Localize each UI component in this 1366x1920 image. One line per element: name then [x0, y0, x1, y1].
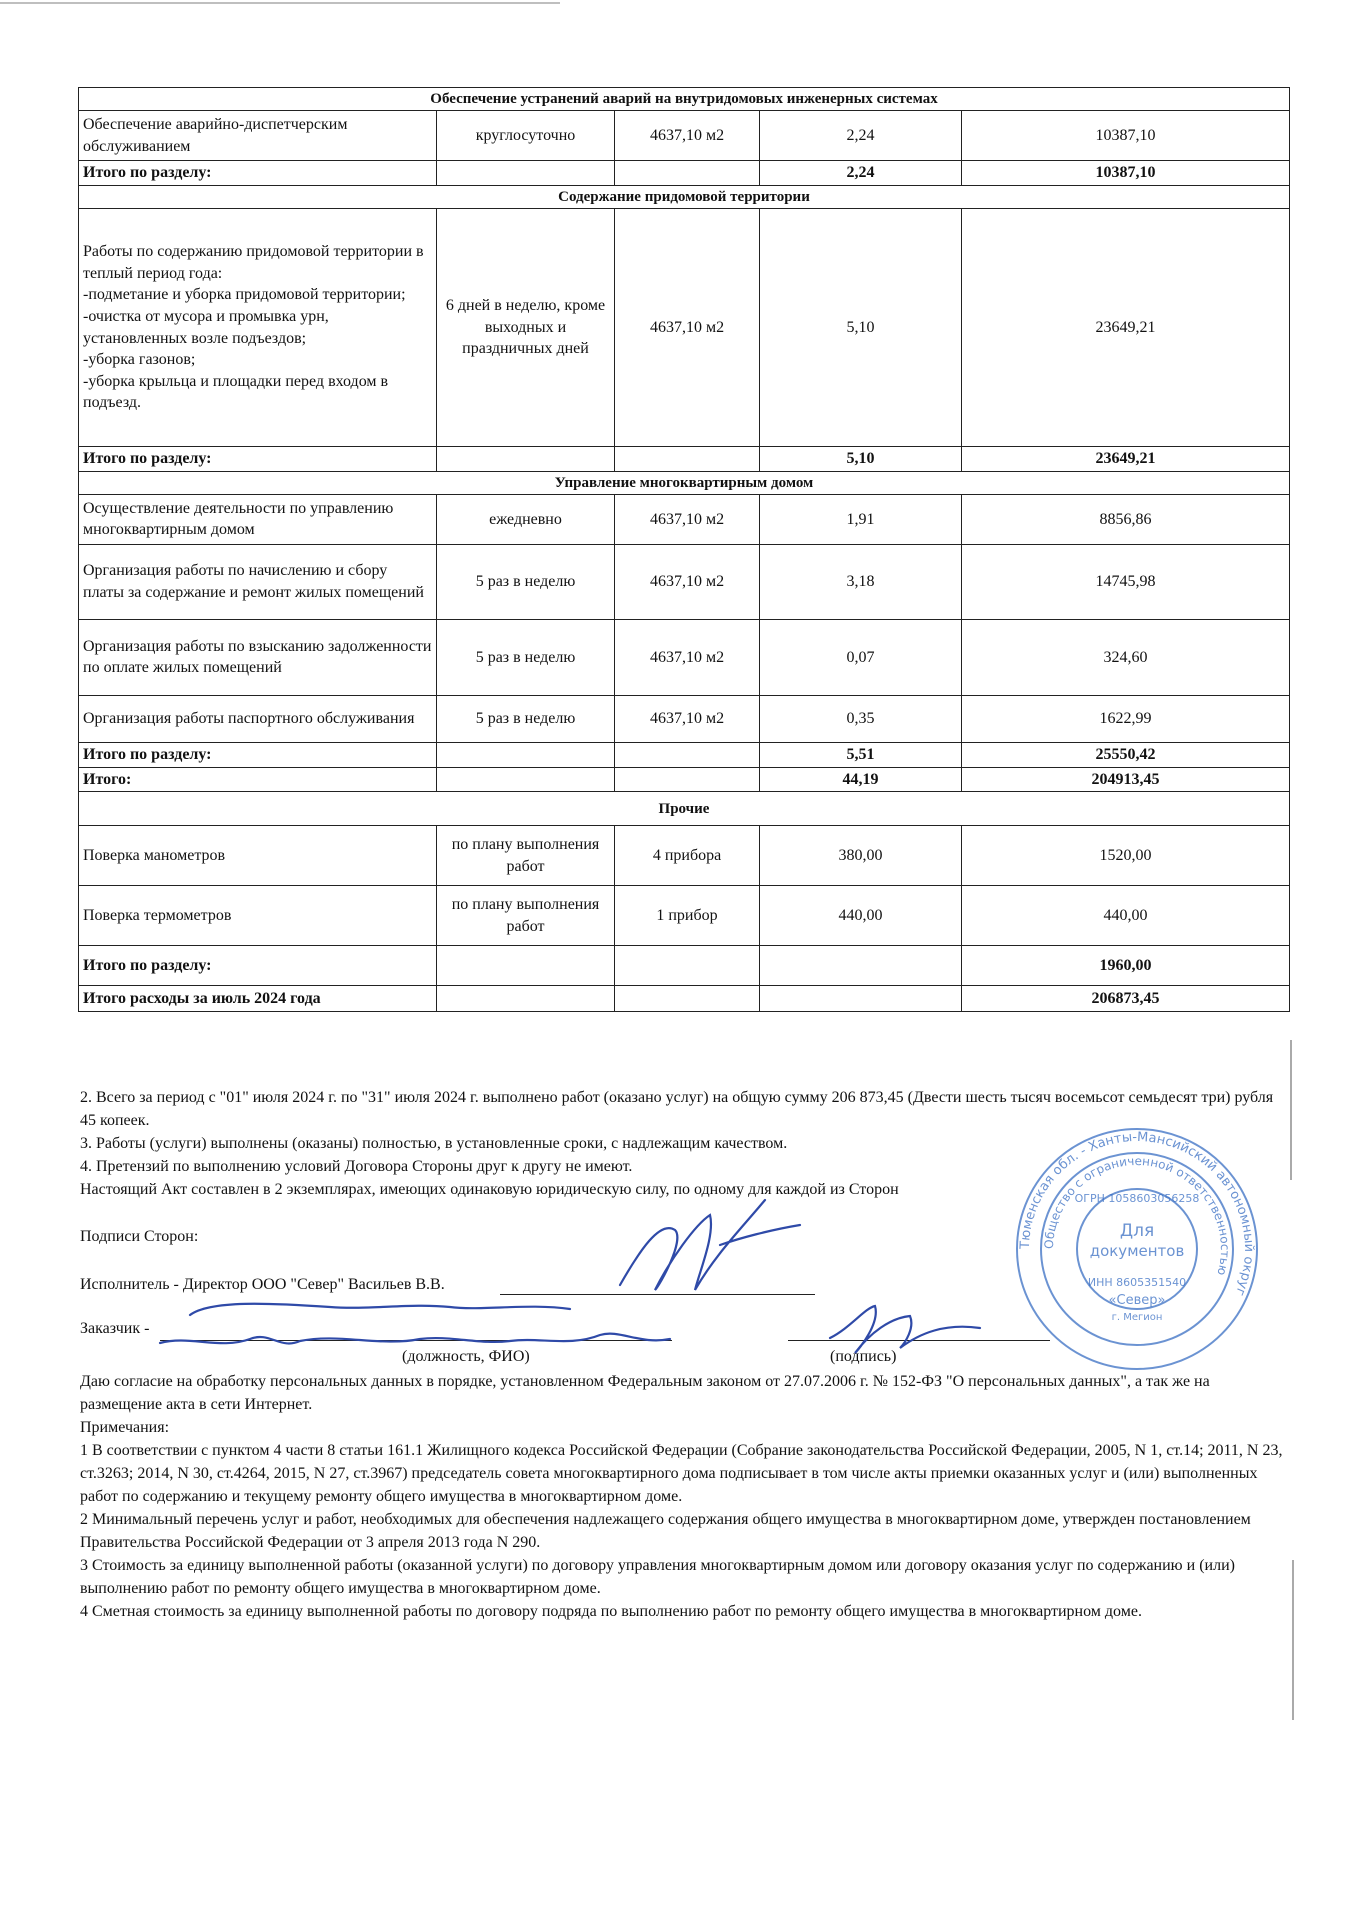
service-period: 5 раз в неделю — [437, 619, 615, 695]
service-volume: 4637,10 м2 — [615, 494, 760, 544]
service-name: Организация работы паспортного обслуживания — [79, 695, 437, 742]
service-name: Поверка термометров — [79, 886, 437, 946]
grand-total-rate: 44,19 — [760, 767, 962, 792]
service-name-line: -очистка от мусора и промывка урн, установленных возле подъездов; — [83, 308, 329, 347]
notes-heading: Примечания: — [80, 1419, 170, 1436]
clause-copies: Настоящий Акт составлен в 2 экземплярах, имеющих одинаковую юридическую силу, по одному для каждой из Сторон — [80, 1181, 899, 1198]
subtotal-sum: 10387,10 — [962, 161, 1290, 186]
svg-text:Общество с ограниченной ответс: Общество с ограниченной ответственностью — [1041, 1153, 1233, 1277]
service-name-line: -уборка крыльца и площадки перед входом в подъезд. — [83, 372, 389, 412]
service-sum: 14745,98 — [962, 544, 1290, 619]
signatures-heading: Подписи Сторон: — [80, 1228, 199, 1245]
caption-position: (должность, ФИО) — [402, 1348, 530, 1365]
service-name: Обеспечение аварийно-диспетчерским обслуживанием — [79, 111, 437, 161]
subtotal-label: Итого по разделу: — [79, 946, 437, 986]
grand-total-row — [79, 767, 1290, 792]
service-sum: 1520,00 — [962, 826, 1290, 886]
services-table — [78, 87, 1290, 1012]
expenses-total-row — [79, 986, 1290, 1012]
service-name — [79, 209, 437, 447]
service-name: Поверка манометров — [79, 826, 437, 886]
section-title: Управление многоквартирным домом — [79, 471, 1290, 494]
service-name-line: Работы по содержанию придомовой территории в теплый период года: — [83, 243, 424, 282]
consent-text: Даю согласие на обработку персональных данных в порядке, установленном Федеральным законом от 27.07.2006 г. № 152-ФЗ "О персональных данных", а так же на размещение акта в сети Интернет. — [80, 1373, 1210, 1413]
svg-text:Тюменская обл. - Ханты-Мансийс: Тюменская обл. - Ханты-Мансийский автономный округ — [1017, 1129, 1257, 1298]
section-title: Прочие — [79, 792, 1290, 826]
clause-total-sum: 2. Всего за период с "01" июля 2024 г. по "31" июля 2024 г. выполнено работ (оказано услуг) на общую сумму 206 873,45 (Двести шесть тысяч восемьсот семьдесят три) рубля 45 копеек. — [80, 1089, 1274, 1129]
service-volume: 4637,10 м2 — [615, 209, 760, 447]
subtotal-rate: 5,51 — [760, 742, 962, 767]
service-rate: 380,00 — [760, 826, 962, 886]
table-row — [79, 886, 1290, 946]
service-period: 6 дней в неделю, кроме выходных и праздничных дней — [437, 209, 615, 447]
table-row — [79, 695, 1290, 742]
service-name-line: -подметание и уборка придомовой территории; — [83, 286, 406, 304]
service-name: Организация работы по начислению и сбору платы за содержание и ремонт жилых помещений — [79, 544, 437, 619]
svg-text:«Север»: «Север» — [1108, 1293, 1166, 1308]
customer-line: Заказчик - — [80, 1320, 150, 1337]
note-item: 3 Стоимость за единицу выполненной работы (оказанной услуги) по договору управления многоквартирным домом или договору оказания услуг по содержанию и (или) выполнению работ по ремонту общего имущества в многоквартирном доме. — [80, 1557, 1235, 1597]
company-seal — [1012, 1124, 1262, 1374]
subtotal-rate: 2,24 — [760, 161, 962, 186]
subtotal-row — [79, 161, 1290, 186]
table-row — [79, 544, 1290, 619]
svg-text:документов: документов — [1089, 1242, 1185, 1260]
table-row — [79, 826, 1290, 886]
grand-total-sum: 204913,45 — [962, 767, 1290, 792]
section-header — [79, 88, 1290, 111]
service-sum: 324,60 — [962, 619, 1290, 695]
subtotal-label: Итого по разделу: — [79, 161, 437, 186]
svg-text:ИНН 8605351540: ИНН 8605351540 — [1087, 1276, 1187, 1289]
service-period: 5 раз в неделю — [437, 544, 615, 619]
subtotal-row — [79, 946, 1290, 986]
service-volume: 4 прибора — [615, 826, 760, 886]
executor-line: Исполнитель - Директор ООО "Север" Васильев В.В. — [80, 1276, 445, 1293]
subtotal-label: Итого по разделу: — [79, 447, 437, 472]
section-title: Обеспечение устранений аварий на внутридомовых инженерных системах — [79, 88, 1290, 111]
note-item: 1 В соответствии с пунктом 4 части 8 статьи 161.1 Жилищного кодекса Российской Федерации (Собрание законодательства Российской Федерации, 2005, N 1, ст.14; 2011, N 23, ст.3263; 2014, N 30, ст.4264, 2015, N 27, ст.3967) председатель совета многоквартирного дома подписывает в том числе акты приемки оказанных услуг и (или) выполненных работ по содержанию и текущему ремонту общего имущества в многоквартирном доме. — [80, 1442, 1283, 1505]
service-volume: 4637,10 м2 — [615, 544, 760, 619]
service-rate: 1,91 — [760, 494, 962, 544]
subtotal-row — [79, 742, 1290, 767]
section-header — [79, 792, 1290, 826]
subtotal-sum: 25550,42 — [962, 742, 1290, 767]
subtotal-label: Итого по разделу: — [79, 742, 437, 767]
svg-text:Для: Для — [1119, 1221, 1155, 1241]
scan-edge-mark — [1290, 1040, 1292, 1180]
clause-quality: 3. Работы (услуги) выполнены (оказаны) полностью, в установленные сроки, с надлежащим качеством. — [80, 1135, 788, 1152]
service-volume: 4637,10 м2 — [615, 111, 760, 161]
customer-position-handwriting — [150, 1295, 710, 1365]
service-rate: 440,00 — [760, 886, 962, 946]
caption-signature: (подпись) — [830, 1348, 897, 1365]
service-name-line: -уборка газонов; — [83, 351, 196, 369]
customer-signature-drawing — [820, 1298, 1000, 1358]
service-period: по плану выполнения работ — [437, 886, 615, 946]
section-header — [79, 185, 1290, 208]
scan-edge-line — [0, 2, 560, 4]
svg-text:г. Мегион: г. Мегион — [1111, 1312, 1163, 1323]
note-item: 2 Минимальный перечень услуг и работ, необходимых для обеспечения надлежащего содержания общего имущества в многоквартирном доме, утвержден постановлением Правительства Российской Федерации от 3 апреля 2013 года N 290. — [80, 1511, 1251, 1551]
service-name: Осуществление деятельности по управлению многоквартирным домом — [79, 494, 437, 544]
grand-total-label: Итого: — [79, 767, 437, 792]
service-volume: 4637,10 м2 — [615, 695, 760, 742]
executor-signature-drawing — [600, 1190, 820, 1310]
service-sum: 440,00 — [962, 886, 1290, 946]
table-row — [79, 209, 1290, 447]
service-volume: 1 прибор — [615, 886, 760, 946]
table-row — [79, 494, 1290, 544]
svg-text:ОГРН 1058603056258: ОГРН 1058603056258 — [1074, 1192, 1200, 1205]
service-sum: 1622,99 — [962, 695, 1290, 742]
service-rate: 0,35 — [760, 695, 962, 742]
service-period: 5 раз в неделю — [437, 695, 615, 742]
service-period: ежедневно — [437, 494, 615, 544]
service-rate: 2,24 — [760, 111, 962, 161]
expenses-total-label: Итого расходы за июль 2024 года — [79, 986, 437, 1012]
service-volume: 4637,10 м2 — [615, 619, 760, 695]
service-rate: 3,18 — [760, 544, 962, 619]
scan-edge-mark — [1292, 1560, 1294, 1720]
service-sum: 10387,10 — [962, 111, 1290, 161]
note-item: 4 Сметная стоимость за единицу выполненной работы по договору подряда по выполнению работ по ремонту общего имущества в многоквартирном доме. — [80, 1603, 1142, 1620]
section-header — [79, 471, 1290, 494]
subtotal-row — [79, 447, 1290, 472]
service-period: круглосуточно — [437, 111, 615, 161]
service-sum: 23649,21 — [962, 209, 1290, 447]
service-sum: 8856,86 — [962, 494, 1290, 544]
subtotal-sum: 23649,21 — [962, 447, 1290, 472]
clause-no-claims: 4. Претензий по выполнению условий Договора Стороны друг к другу не имеют. — [80, 1158, 633, 1175]
service-rate: 0,07 — [760, 619, 962, 695]
service-rate: 5,10 — [760, 209, 962, 447]
service-period: по плану выполнения работ — [437, 826, 615, 886]
table-row — [79, 111, 1290, 161]
notes-block — [80, 1370, 1290, 1623]
table-row — [79, 619, 1290, 695]
expenses-total-sum: 206873,45 — [962, 986, 1290, 1012]
section-title: Содержание придомовой территории — [79, 185, 1290, 208]
subtotal-rate: 5,10 — [760, 447, 962, 472]
subtotal-sum: 1960,00 — [962, 946, 1290, 986]
service-name: Организация работы по взысканию задолженности по оплате жилых помещений — [79, 619, 437, 695]
